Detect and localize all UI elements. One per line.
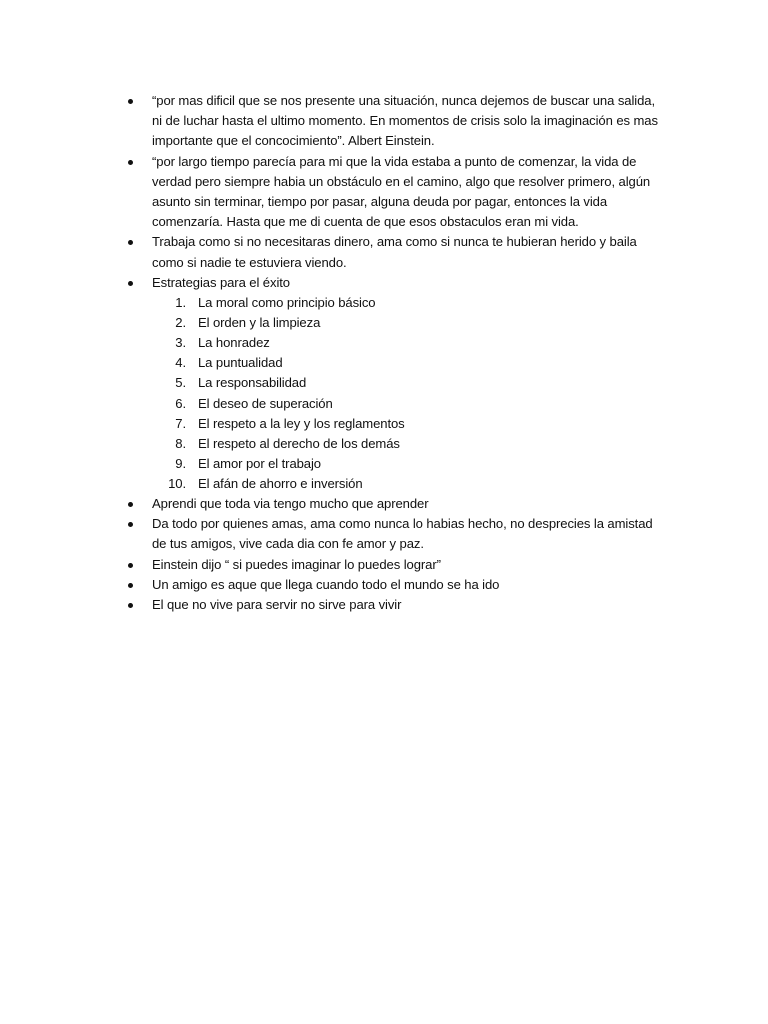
bullet-icon xyxy=(128,522,133,527)
list-item-text: “por mas dificil que se nos presente una situación, nunca dejemos de buscar una salida, ni de luchar hasta el ultimo momento. En momentos de crisis solo la imaginación es mas importante que el concocimiento”. Albert Einstein. xyxy=(152,93,658,149)
list-item xyxy=(118,152,663,233)
numbered-item xyxy=(152,394,663,414)
list-item xyxy=(118,595,663,615)
bullet-icon xyxy=(128,160,133,165)
numbered-item xyxy=(152,293,663,313)
bullet-icon xyxy=(128,603,133,608)
numbered-item xyxy=(152,313,663,333)
numbered-list xyxy=(152,293,663,494)
bullet-icon xyxy=(128,240,133,245)
bullet-icon xyxy=(128,281,133,286)
list-item xyxy=(118,273,663,293)
item-number: 9. xyxy=(175,455,186,471)
list-item-text: Da todo por quienes amas, ama como nunca lo habias hecho, no desprecies la amistad de tus amigos, vive cada dia con fe amor y paz. xyxy=(152,516,653,552)
numbered-item-text: La moral como principio básico xyxy=(198,295,376,311)
list-item-text: Trabaja como si no necesitaras dinero, ama como si nunca te hubieran herido y baila como si nadie te estuviera viendo. xyxy=(152,234,637,270)
bullet-icon xyxy=(128,583,133,588)
list-item-text: Un amigo es aque que llega cuando todo el mundo se ha ido xyxy=(152,576,500,592)
numbered-item-text: La honradez xyxy=(198,335,270,351)
item-number: 3. xyxy=(175,335,186,351)
numbered-item-text: El afán de ahorro e inversión xyxy=(198,475,363,491)
bullet-list xyxy=(118,91,663,615)
list-item-text: El que no vive para servir no sirve para vivir xyxy=(152,596,402,612)
numbered-item-text: El amor por el trabajo xyxy=(198,455,321,471)
list-item xyxy=(118,555,663,575)
bullet-icon xyxy=(128,502,133,507)
numbered-item-text: El orden y la limpieza xyxy=(198,315,321,331)
item-number: 5. xyxy=(175,375,186,391)
item-number: 1. xyxy=(175,295,186,311)
list-item-text: Estrategias para el éxito xyxy=(152,274,290,290)
bullet-icon xyxy=(128,99,133,104)
document-body xyxy=(118,91,663,615)
numbered-item xyxy=(152,474,663,494)
item-number: 2. xyxy=(175,315,186,331)
item-number: 10. xyxy=(168,475,186,491)
numbered-item xyxy=(152,373,663,393)
numbered-item-text: La puntualidad xyxy=(198,355,283,371)
list-item xyxy=(118,91,663,152)
bullet-icon xyxy=(128,563,133,568)
item-number: 7. xyxy=(175,415,186,431)
numbered-item xyxy=(152,414,663,434)
item-number: 6. xyxy=(175,395,186,411)
list-item xyxy=(118,494,663,514)
list-item-text: Einstein dijo “ si puedes imaginar lo puedes lograr” xyxy=(152,556,441,572)
list-item xyxy=(118,575,663,595)
numbered-item-text: El respeto a la ley y los reglamentos xyxy=(198,415,405,431)
numbered-item-text: La responsabilidad xyxy=(198,375,307,391)
list-item xyxy=(118,232,663,272)
numbered-item-text: El deseo de superación xyxy=(198,395,333,411)
numbered-item xyxy=(152,333,663,353)
item-number: 8. xyxy=(175,435,186,451)
numbered-item xyxy=(152,353,663,373)
numbered-item-text: El respeto al derecho de los demás xyxy=(198,435,400,451)
numbered-item xyxy=(152,454,663,474)
list-item xyxy=(118,514,663,554)
numbered-item xyxy=(152,434,663,454)
item-number: 4. xyxy=(175,355,186,371)
list-item-text: “por largo tiempo parecía para mi que la vida estaba a punto de comenzar, la vida de verdad pero siempre habia un obstáculo en el camino, algo que resolver primero, algún asunto sin terminar, tiempo por pasar, alguna deuda por pagar, entonces la vida comenzaría. Hasta que me di cuenta de que esos obstaculos eran mi vida. xyxy=(152,153,651,230)
list-item-text: Aprendi que toda via tengo mucho que aprender xyxy=(152,495,429,511)
numbered-list-container xyxy=(118,293,663,494)
